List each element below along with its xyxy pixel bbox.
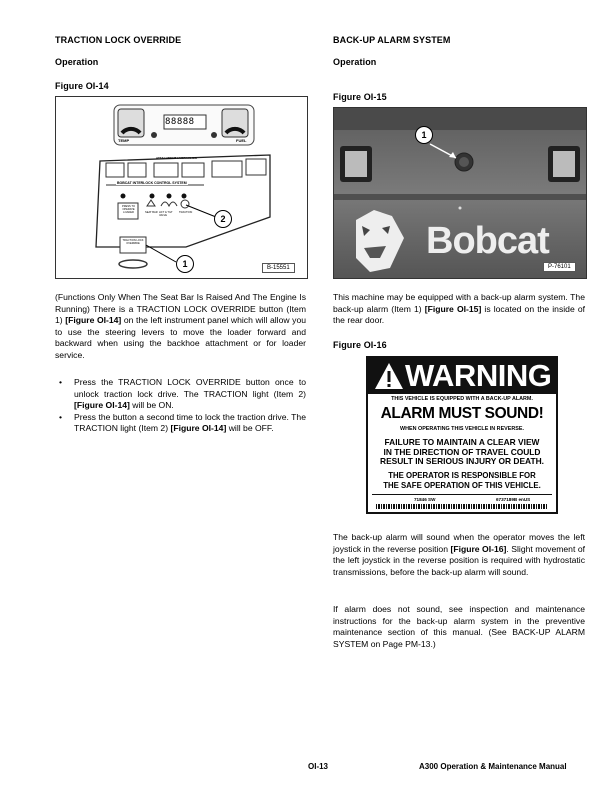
bullet1-figure-ref: [Figure OI-14] <box>74 400 130 411</box>
figure-oi-14 <box>55 96 308 279</box>
warning-alarm-must-sound: ALARM MUST SOUND! <box>380 405 544 422</box>
r-para1-text-b: is located on the inside of the rear door. <box>333 303 585 326</box>
callout-2-traction-light: 2 <box>214 210 232 228</box>
warning-line5b: THE SAFE OPERATION OF THIS VEHICLE. <box>383 480 541 490</box>
r-para1-figure-ref: [Figure OI-15] <box>424 303 482 314</box>
alarm-sound-description <box>333 532 585 578</box>
press-to-operate-key-label: PRESS TO OPERATE LOADER <box>121 205 136 214</box>
figure-oi-15 <box>333 107 587 279</box>
figure-oi-15-tag: P-76101 <box>543 262 576 272</box>
warning-line5a: THE OPERATOR IS RESPONSIBLE FOR <box>388 471 536 480</box>
attachment-hydraulics-label: ATTACHMENT HYDRAULICS <box>156 156 197 160</box>
backup-operation-subheading: Operation <box>333 57 377 67</box>
bullet2-text-a: Press the button a second time to lock the traction drive. The TRACTION light (Item 2) <box>74 411 306 434</box>
callout-1-backup-alarm: 1 <box>415 126 433 144</box>
bullet-press-once <box>55 377 306 412</box>
fuel-gauge-label: FUEL <box>236 138 247 143</box>
bobcat-brand-text: Bobcat <box>426 220 549 262</box>
r-para2-figure-ref: [Figure OI-16] <box>450 543 507 554</box>
warning-barcode <box>376 504 548 509</box>
warning-line4c: RESULT IN SERIOUS INJURY OR DEATH. <box>380 456 544 467</box>
traction-bullet-list <box>55 377 306 435</box>
bullet1-text-b: will be ON. <box>129 400 174 411</box>
seat-bar-label: SEAT BAR <box>145 211 158 214</box>
figure-oi-15-label: Figure OI-15 <box>333 92 387 102</box>
manual-title: A300 Operation & Maintenance Manual <box>419 762 567 771</box>
bullet1-text-a: Press the TRACTION LOCK OVERRIDE button once to unlock traction lock drive. The TRACTION light (Item 2) <box>74 377 306 399</box>
warning-triangle-icon <box>374 362 404 390</box>
warning-line3: WHEN OPERATING THIS VEHICLE IN REVERSE. <box>400 426 524 432</box>
warning-failure-text <box>368 438 556 467</box>
para1-text-a: (Functions Only When The Seat Bar Is Raised And The Engine Is Running) There is a TRACTION LOCK OVERRIDE button (Item 1) <box>55 292 306 326</box>
figure-oi-14-tag: B-15551 <box>262 263 295 273</box>
bullet2-figure-ref: [Figure OI-14] <box>170 423 227 434</box>
bullet2-text-b: will be OFF. <box>226 423 274 434</box>
interlock-system-label: BOBCAT INTERLOCK CONTROL SYSTEM <box>117 181 187 185</box>
warning-title-bar <box>368 358 556 394</box>
traction-lock-heading: TRACTION LOCK OVERRIDE <box>55 35 182 45</box>
r-para2-text-b: . Slight movement of the left joystick in the reverse position is required with hydrostatic transmissions, before the back-up alarm will sound. <box>333 543 585 577</box>
page-number: OI-13 <box>308 762 329 771</box>
r-para2-text-a: The back-up alarm will sound when the operator moves the left joystick in the reverse position <box>333 532 585 554</box>
bullet-press-second <box>55 412 306 435</box>
traction-override-key-label: TRACTION LOCK OVERRIDE <box>122 239 144 245</box>
lift-tilt-label: LIFT & TILT VALVE <box>159 211 173 217</box>
warning-title: WARNING <box>405 358 552 393</box>
hour-meter-display: 88888 <box>165 117 195 127</box>
warning-line1: THIS VEHICLE IS EQUIPPED WITH A BACK-UP ALARM. <box>391 396 533 402</box>
figure-oi-16-label: Figure OI-16 <box>333 340 387 350</box>
backup-alarm-description <box>333 292 585 327</box>
callout-1-override-button: 1 <box>176 255 194 273</box>
figure-oi-14-label: Figure OI-14 <box>55 81 109 91</box>
temp-gauge-label: TEMP <box>118 138 130 143</box>
warning-code-right: 6737189B enUS <box>496 497 531 502</box>
traction-operation-subheading: Operation <box>55 57 99 67</box>
warning-decal <box>366 356 558 514</box>
para1-figure-ref: [Figure OI-14] <box>65 315 122 326</box>
warning-operator-text <box>368 471 556 490</box>
backup-alarm-heading: BACK-UP ALARM SYSTEM <box>333 35 451 45</box>
warning-code-left: 71846 SW <box>414 497 436 502</box>
r-para1-text-a: This machine may be equipped with a back-up alarm system. The back-up alarm (Item 1) <box>333 292 585 314</box>
warning-line4b: IN THE DIRECTION OF TRAVEL COULD <box>383 446 541 457</box>
para1-text-b: on the left instrument panel which will allow you to use the steering levers to move the loader forward and backward when using the backhoe attachment or for loader service. <box>55 315 306 360</box>
alarm-maintenance-note: If alarm does not sound, see inspection and maintenance instructions for the back-up alarm system in the preventive maintenance section of this manual. (See BACK-UP ALARM SYSTEM on Page PM-13.) <box>333 604 585 649</box>
traction-light-label: TRACTION <box>179 211 193 214</box>
traction-override-description <box>55 292 306 362</box>
warning-line4a: FAILURE TO MAINTAIN A CLEAR VIEW <box>384 437 540 447</box>
warning-divider <box>372 494 552 495</box>
